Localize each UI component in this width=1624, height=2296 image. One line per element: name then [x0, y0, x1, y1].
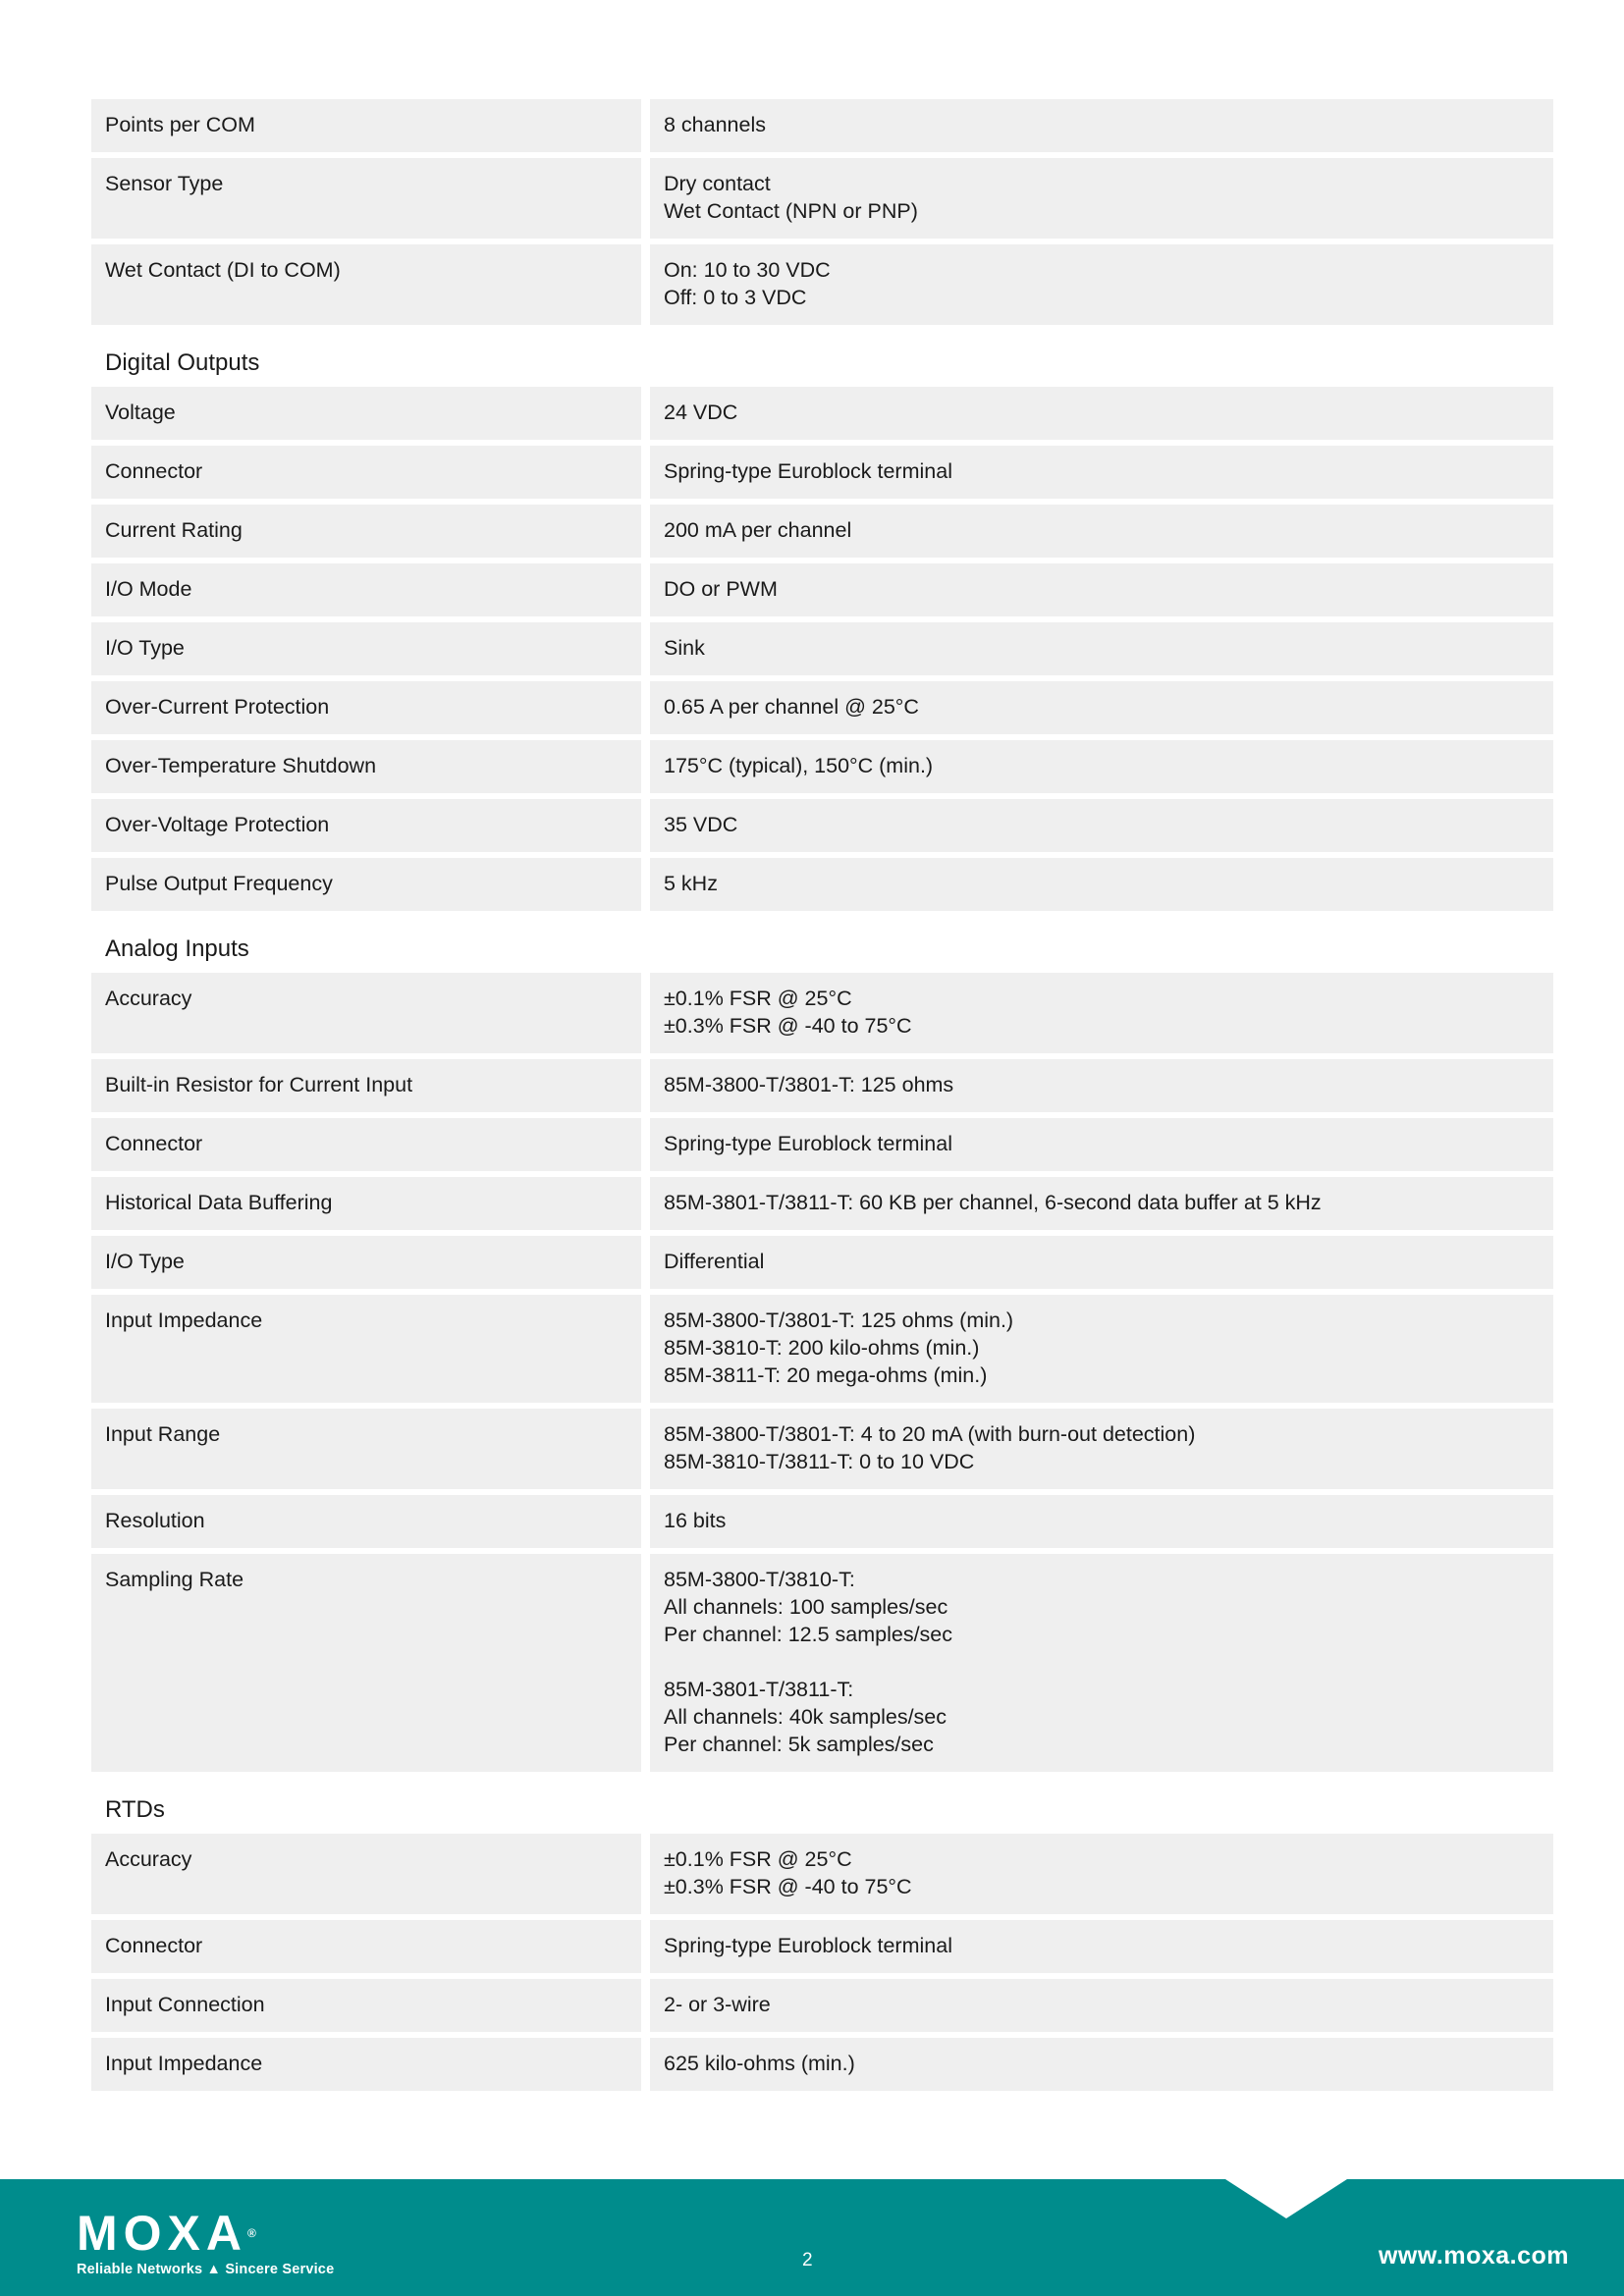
- spec-label: Input Impedance: [91, 1295, 641, 1403]
- spec-value-line: Wet Contact (NPN or PNP): [664, 199, 918, 223]
- spec-value: [650, 1177, 1553, 1230]
- website-url: www.moxa.com: [1378, 2242, 1569, 2269]
- spec-label: Input Range: [91, 1409, 641, 1489]
- spec-label: I/O Type: [91, 622, 641, 675]
- spec-value-line: Spring-type Euroblock terminal: [664, 459, 952, 483]
- spec-label: Over-Current Protection: [91, 681, 641, 734]
- spec-value-line: 85M-3800-T/3801-T: 125 ohms (min.): [664, 1308, 1014, 1332]
- spec-value: [650, 1118, 1553, 1171]
- spec-value-line: ±0.3% FSR @ -40 to 75°C: [664, 1875, 912, 1898]
- section-heading: Analog Inputs: [105, 935, 249, 962]
- spec-value-line: 5 kHz: [664, 872, 718, 895]
- spec-value: [650, 1236, 1553, 1289]
- section-heading: Digital Outputs: [105, 349, 260, 376]
- spec-value: [650, 858, 1553, 911]
- spec-label: Input Connection: [91, 1979, 641, 2032]
- spec-value: [650, 505, 1553, 558]
- spec-value-line: On: 10 to 30 VDC: [664, 258, 831, 282]
- spec-row: [91, 973, 1553, 1053]
- spec-row: [91, 1177, 1553, 1230]
- spec-value-line: 85M-3811-T: 20 mega-ohms (min.): [664, 1363, 988, 1387]
- spec-value-line: 0.65 A per channel @ 25°C: [664, 695, 919, 719]
- spec-value: [650, 1295, 1553, 1403]
- spec-value: [650, 1979, 1553, 2032]
- spec-row: [91, 387, 1553, 440]
- spec-row: [91, 158, 1553, 239]
- spec-value-line: All channels: 40k samples/sec: [664, 1705, 947, 1729]
- spec-label: Over-Temperature Shutdown: [91, 740, 641, 793]
- footer-notch: [1225, 2179, 1347, 2218]
- spec-value-line: [664, 1648, 1540, 1676]
- spec-value-line: DO or PWM: [664, 577, 778, 601]
- spec-value: [650, 446, 1553, 499]
- spec-value-line: Dry contact: [664, 172, 771, 195]
- spec-value-line: 85M-3800-T/3810-T:: [664, 1568, 855, 1591]
- spec-row: [91, 563, 1553, 616]
- spec-value-line: 85M-3810-T/3811-T: 0 to 10 VDC: [664, 1450, 975, 1473]
- spec-row: [91, 244, 1553, 325]
- spec-value: [650, 99, 1553, 152]
- spec-value-line: 85M-3801-T/3811-T:: [664, 1678, 854, 1701]
- logo-tagline: Reliable Networks ▲ Sincere Service: [77, 2262, 335, 2277]
- spec-value: [650, 1409, 1553, 1489]
- spec-row: [91, 1495, 1553, 1548]
- spec-row: [91, 1554, 1553, 1772]
- spec-value-line: 85M-3801-T/3811-T: 60 KB per channel, 6-second data buffer at 5 kHz: [664, 1191, 1322, 1214]
- spec-row: [91, 1834, 1553, 1914]
- spec-row: [91, 858, 1553, 911]
- spec-row: [91, 505, 1553, 558]
- spec-label: Over-Voltage Protection: [91, 799, 641, 852]
- spec-value-line: 85M-3810-T: 200 kilo-ohms (min.): [664, 1336, 980, 1360]
- spec-label: Sampling Rate: [91, 1554, 641, 1772]
- spec-value: [650, 1059, 1553, 1112]
- spec-value: [650, 387, 1553, 440]
- spec-row: [91, 1118, 1553, 1171]
- spec-value-line: ±0.1% FSR @ 25°C: [664, 987, 852, 1010]
- spec-value-line: 8 channels: [664, 113, 766, 136]
- spec-row: [91, 1979, 1553, 2032]
- spec-value-line: 2- or 3-wire: [664, 1993, 771, 2016]
- spec-label: Current Rating: [91, 505, 641, 558]
- spec-value-line: Sink: [664, 636, 705, 660]
- spec-label: Input Impedance: [91, 2038, 641, 2091]
- moxa-logo: [77, 2206, 335, 2277]
- spec-value: [650, 1554, 1553, 1772]
- spec-label: Accuracy: [91, 1834, 641, 1914]
- spec-row: [91, 99, 1553, 152]
- spec-label: Connector: [91, 446, 641, 499]
- page-footer: [0, 2179, 1624, 2296]
- spec-label: Voltage: [91, 387, 641, 440]
- spec-value-line: 200 mA per channel: [664, 518, 852, 542]
- spec-value-line: ±0.1% FSR @ 25°C: [664, 1847, 852, 1871]
- spec-value: [650, 681, 1553, 734]
- spec-value: [650, 622, 1553, 675]
- spec-label: Points per COM: [91, 99, 641, 152]
- spec-label: Built-in Resistor for Current Input: [91, 1059, 641, 1112]
- spec-row: [91, 446, 1553, 499]
- spec-value: [650, 1920, 1553, 1973]
- spec-row: [91, 622, 1553, 675]
- spec-value: [650, 563, 1553, 616]
- spec-label: Connector: [91, 1920, 641, 1973]
- spec-row: [91, 2038, 1553, 2091]
- section-heading: RTDs: [105, 1796, 165, 1823]
- spec-table: [91, 99, 1553, 2097]
- spec-value: [650, 1495, 1553, 1548]
- spec-value-line: 175°C (typical), 150°C (min.): [664, 754, 934, 777]
- spec-value: [650, 973, 1553, 1053]
- spec-row: [91, 681, 1553, 734]
- spec-value-line: All channels: 100 samples/sec: [664, 1595, 948, 1619]
- spec-value-line: 625 kilo-ohms (min.): [664, 2052, 855, 2075]
- spec-row: [91, 1409, 1553, 1489]
- spec-row: [91, 1295, 1553, 1403]
- spec-value: [650, 244, 1553, 325]
- spec-label: Historical Data Buffering: [91, 1177, 641, 1230]
- logo-wordmark: MOXA: [77, 2206, 247, 2261]
- spec-row: [91, 799, 1553, 852]
- spec-value-line: 24 VDC: [664, 400, 738, 424]
- spec-value-line: Spring-type Euroblock terminal: [664, 1934, 952, 1957]
- spec-value-line: Differential: [664, 1250, 765, 1273]
- spec-value-line: Spring-type Euroblock terminal: [664, 1132, 952, 1155]
- spec-label: Wet Contact (DI to COM): [91, 244, 641, 325]
- spec-value-line: Per channel: 12.5 samples/sec: [664, 1623, 952, 1646]
- page-number: 2: [802, 2250, 813, 2270]
- spec-value-line: ±0.3% FSR @ -40 to 75°C: [664, 1014, 912, 1038]
- spec-value: [650, 158, 1553, 239]
- spec-row: [91, 1236, 1553, 1289]
- spec-label: Connector: [91, 1118, 641, 1171]
- spec-label: Resolution: [91, 1495, 641, 1548]
- spec-label: Pulse Output Frequency: [91, 858, 641, 911]
- spec-label: I/O Type: [91, 1236, 641, 1289]
- spec-value-line: 16 bits: [664, 1509, 727, 1532]
- spec-value: [650, 740, 1553, 793]
- spec-label: I/O Mode: [91, 563, 641, 616]
- spec-label: Accuracy: [91, 973, 641, 1053]
- logo-registered-mark: ®: [247, 2226, 256, 2240]
- spec-row: [91, 1059, 1553, 1112]
- spec-row: [91, 1920, 1553, 1973]
- spec-value: [650, 2038, 1553, 2091]
- spec-value-line: 85M-3800-T/3801-T: 4 to 20 mA (with burn-out detection): [664, 1422, 1196, 1446]
- spec-value-line: 35 VDC: [664, 813, 738, 836]
- spec-row: [91, 740, 1553, 793]
- spec-label: Sensor Type: [91, 158, 641, 239]
- spec-value-line: Off: 0 to 3 VDC: [664, 286, 807, 309]
- spec-value-line: 85M-3800-T/3801-T: 125 ohms: [664, 1073, 954, 1096]
- spec-value: [650, 799, 1553, 852]
- spec-value: [650, 1834, 1553, 1914]
- spec-value-line: Per channel: 5k samples/sec: [664, 1733, 934, 1756]
